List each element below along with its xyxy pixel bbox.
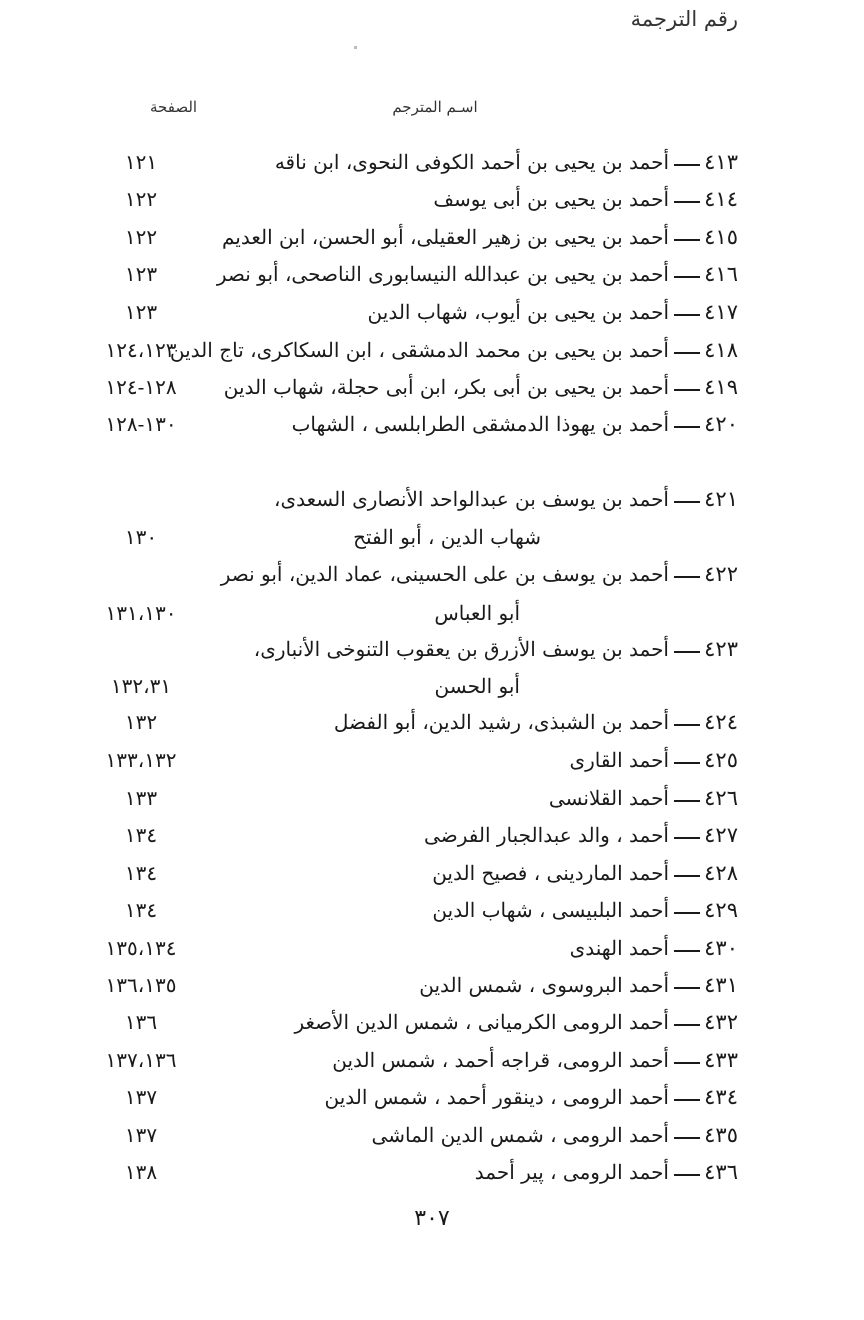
- entry-name: أحمد بن يوسف بن عبدالواحد الأنصارى السعدى،: [274, 487, 669, 511]
- index-entry: [0, 929, 864, 967]
- index-entry: [0, 1041, 864, 1079]
- index-entry: [0, 703, 864, 741]
- entry-number: ٤٣٦: [704, 1160, 738, 1184]
- index-entry: [0, 1078, 864, 1116]
- entry-dash: [674, 724, 700, 726]
- entry-name: أحمد بن يحيى بن عبدالله النيسابورى الناصحى، أبو نصر: [216, 262, 669, 286]
- entry-pages: ١٣٢،٣١: [110, 674, 172, 698]
- index-entry: [0, 180, 864, 218]
- entry-pages: ١٢١: [124, 150, 158, 174]
- entry-number: ٤٢١: [704, 487, 738, 511]
- entry-name: أحمد الرومى ، دينقور أحمد ، شمس الدين: [324, 1085, 669, 1109]
- entry-name: أحمد الهندى: [569, 936, 669, 960]
- entry-name: أحمد بن يحيى بن أيوب، شهاب الدين: [367, 300, 669, 324]
- entry-name: أحمد بن يحيى بن أحمد الكوفى النحوى، ابن ناقه: [274, 150, 669, 174]
- entry-pages: ١٣٧،١٣٦: [105, 1048, 177, 1072]
- index-entry-continuation: [0, 518, 864, 556]
- index-entry: [0, 368, 864, 406]
- entry-number: ٤٣٥: [704, 1123, 738, 1147]
- entry-dash: [674, 352, 700, 354]
- entry-name: أحمد الماردينى ، فصيح الدين: [432, 861, 669, 885]
- index-entry: [0, 630, 864, 668]
- entry-number: ٤٣٢: [704, 1010, 738, 1034]
- entry-dash: [674, 837, 700, 839]
- entry-dash: [674, 276, 700, 278]
- entry-number: ٤٢٥: [704, 748, 738, 772]
- entry-number: ٤٣٣: [704, 1048, 738, 1072]
- entry-dash: [674, 987, 700, 989]
- index-entry-continuation: [0, 594, 864, 632]
- entry-name: أحمد بن يوسف بن على الحسينى، عماد الدين، أبو نصر: [220, 562, 669, 586]
- index-entry: [0, 854, 864, 892]
- entry-pages: ١٢٤،١٢٣: [105, 338, 177, 362]
- entry-name: أحمد الرومى الكرميانى ، شمس الدين الأصغر: [294, 1010, 669, 1034]
- entry-number: ٤١٧: [704, 300, 738, 324]
- entry-number: ٤٢٨: [704, 861, 738, 885]
- entry-number: ٤٢٠: [704, 412, 738, 436]
- entry-pages: ١٢٨-١٢٤: [105, 375, 177, 399]
- entry-dash: [674, 426, 700, 428]
- entry-pages: ١٣٤: [124, 823, 158, 847]
- entry-number: ٤١٨: [704, 338, 738, 362]
- entry-dash: [674, 239, 700, 241]
- entry-number: ٤٢٧: [704, 823, 738, 847]
- entry-pages: ١٣٤: [124, 898, 158, 922]
- entry-dash: [674, 651, 700, 653]
- entry-dash: [674, 762, 700, 764]
- entry-pages: ١٣٦،١٣٥: [105, 973, 177, 997]
- header-number-column: رقم الترجمة: [630, 7, 738, 31]
- index-entry: [0, 255, 864, 293]
- entry-number: ٤٢٩: [704, 898, 738, 922]
- entry-pages: ١٣٧: [124, 1123, 158, 1147]
- entry-dash: [674, 800, 700, 802]
- entry-name-continuation: شهاب الدين ، أبو الفتح: [353, 525, 541, 549]
- header-name-column: اسـم المترجم: [392, 98, 478, 116]
- entry-name: أحمد بن يحيى بن محمد الدمشقى ، ابن السكاكرى، تاج الدين: [169, 338, 669, 362]
- entry-number: ٤٣٤: [704, 1085, 738, 1109]
- index-entry: [0, 293, 864, 331]
- entry-name: أحمد بن يحيى بن أبى بكر، ابن أبى حجلة، شهاب الدين: [223, 375, 669, 399]
- entry-number: ٤٣٠: [704, 936, 738, 960]
- entry-pages: ١٣٠-١٢٨: [105, 412, 177, 436]
- index-entry: [0, 741, 864, 779]
- entry-pages: ١٣٦: [124, 1010, 158, 1034]
- index-entry-continuation: [0, 667, 864, 705]
- entry-name: أحمد الرومى ، شمس الدين الماشى: [371, 1123, 669, 1147]
- entry-dash: [674, 1174, 700, 1176]
- entry-name: أحمد بن يحيى بن أبى يوسف: [433, 187, 669, 211]
- entry-name: أحمد بن الشبذى، رشيد الدين، أبو الفضل: [333, 710, 669, 734]
- entry-number: ٤٣١: [704, 973, 738, 997]
- index-entry: [0, 816, 864, 854]
- entry-pages: ١٢٢: [124, 187, 158, 211]
- index-entry: [0, 405, 864, 443]
- entry-dash: [674, 164, 700, 166]
- entry-dash: [674, 389, 700, 391]
- index-entry: [0, 331, 864, 369]
- index-entry: [0, 143, 864, 181]
- entry-number: ٤١٣: [704, 150, 738, 174]
- entry-dash: [674, 1099, 700, 1101]
- entry-pages: ١٣٣،١٣٢: [105, 748, 177, 772]
- entry-pages: ١٣٣: [124, 786, 158, 810]
- index-entry: [0, 1003, 864, 1041]
- entry-pages: ١٣٢: [124, 710, 158, 734]
- entry-dash: [674, 1062, 700, 1064]
- entry-dash: [674, 950, 700, 952]
- entry-number: ٤٢٦: [704, 786, 738, 810]
- entry-name-continuation: أبو الحسن: [434, 674, 520, 698]
- entry-number: ٤٢٢: [704, 562, 738, 586]
- entry-name: أحمد ، والد عبدالجبار الفرضى: [424, 823, 669, 847]
- entry-pages: ١٣٧: [124, 1085, 158, 1109]
- header-page-column: الصفحة: [150, 98, 198, 116]
- index-entry: [0, 555, 864, 593]
- entry-pages: ١٣٥،١٣٤: [105, 936, 177, 960]
- index-entry: [0, 966, 864, 1004]
- page-number: ٣٠٧: [414, 1206, 450, 1231]
- entry-number: ٤١٩: [704, 375, 738, 399]
- entry-dash: [674, 912, 700, 914]
- entry-name: أحمد الرومى، قراجه أحمد ، شمس الدين: [332, 1048, 669, 1072]
- entry-pages: ١٣٤: [124, 861, 158, 885]
- entry-number: ٤٢٤: [704, 710, 738, 734]
- entry-pages: ١٢٣: [124, 262, 158, 286]
- entry-name: أحمد البلبيسى ، شهاب الدين: [432, 898, 669, 922]
- entry-name: أحمد القارى: [569, 748, 669, 772]
- entry-number: ٤٢٣: [704, 637, 738, 661]
- index-entry: [0, 891, 864, 929]
- entry-dash: [674, 201, 700, 203]
- entry-dash: [674, 875, 700, 877]
- entry-name: أحمد الرومى ، پير أحمد: [474, 1160, 669, 1184]
- entry-name-continuation: أبو العباس: [434, 601, 520, 625]
- index-entry: [0, 218, 864, 256]
- entry-name: أحمد القلانسى: [548, 786, 669, 810]
- entry-number: ٤١٦: [704, 262, 738, 286]
- entry-number: ٤١٤: [704, 187, 738, 211]
- entry-dash: [674, 314, 700, 316]
- index-entry: [0, 480, 864, 518]
- entry-pages: ١٣٨: [124, 1160, 158, 1184]
- entry-pages: ١٢٢: [124, 225, 158, 249]
- entry-pages: ١٢٣: [124, 300, 158, 324]
- index-entry: [0, 779, 864, 817]
- entry-name: أحمد بن يوسف الأزرق بن يعقوب التنوخى الأنبارى،: [253, 637, 669, 661]
- entry-name: أحمد بن يهوذا الدمشقى الطرابلسى ، الشهاب: [291, 412, 669, 436]
- entry-dash: [674, 501, 700, 503]
- entry-name: أحمد بن يحيى بن زهير العقيلى، أبو الحسن، ابن العديم: [222, 225, 669, 249]
- entry-dash: [674, 1137, 700, 1139]
- entry-name: أحمد البروسوى ، شمس الدين: [419, 973, 669, 997]
- scan-mark: [354, 46, 357, 49]
- index-entry: [0, 1116, 864, 1154]
- entry-number: ٤١٥: [704, 225, 738, 249]
- index-entry: [0, 1153, 864, 1191]
- entry-pages: ١٣١،١٣٠: [105, 601, 177, 625]
- entry-pages: ١٣٠: [124, 525, 158, 549]
- entry-dash: [674, 1024, 700, 1026]
- entry-dash: [674, 576, 700, 578]
